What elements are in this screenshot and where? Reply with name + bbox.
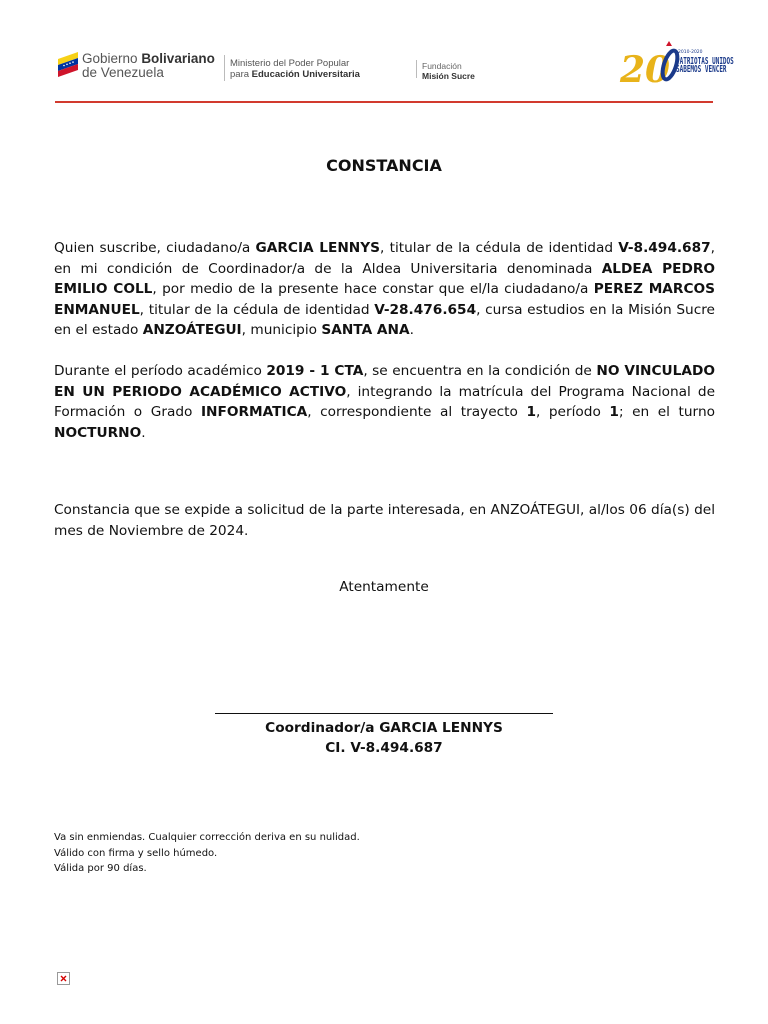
foundation-text	[422, 61, 475, 81]
header-rule	[55, 101, 713, 103]
anniv-motto-line1: PATRIOTAS UNIDOS	[676, 55, 734, 67]
periodo-value: 1	[609, 404, 619, 420]
ministry-line2-prefix: para	[230, 69, 250, 80]
note-item: Válido con firma y sello húmedo.	[54, 847, 218, 859]
anniv-motto-line2: SABEMOS VENCER	[676, 63, 727, 75]
coordinator-id: V-8.494.687	[618, 240, 711, 256]
paragraph-identification: Quien suscribe, ciudadano/a GARCIA LENNYS, titular de la cédula de identidad V-8.494.687, en mi condición de Coordinador/a de la Aldea Universitaria denominada ALDEA PEDRO EMILIO COLL, por medio de la presente hace constar que el/la ciudadano/a PEREZ MARCOS ENMANUEL, titular de la cédula de identidad V-28.476.654, cursa estudios en la Misión Sucre en el estado ANZOÁTEGUI, municipio SANTA ANA.	[54, 240, 715, 338]
ministry-line2-bold: Educación Universitaria	[251, 69, 360, 80]
note-item: Va sin enmiendas. Cualquier corrección deriva en su nulidad.	[54, 832, 360, 843]
enrollment-condition: NO VINCULADO EN UN PERIODO ACADÉMICO ACTIVO	[54, 363, 715, 400]
document-title: CONSTANCIA	[326, 156, 442, 175]
venezuela-flag-logo	[56, 50, 80, 80]
anniv-number: 20	[620, 49, 671, 91]
anniv-small-year: 2010-2020	[678, 50, 703, 55]
coordinator-name: GARCIA LENNYS	[255, 240, 381, 256]
trayecto-value: 1	[526, 404, 536, 420]
broken-image-icon	[57, 972, 70, 985]
foundation-line2: Misión Sucre	[422, 71, 475, 81]
signature-line	[215, 713, 553, 714]
government-logo-text	[82, 52, 215, 80]
anniversary-logo	[620, 40, 734, 91]
aldea-name: ALDEA PEDRO EMILIO COLL	[54, 260, 715, 297]
student-name: PEREZ MARCOS ENMANUEL	[54, 281, 715, 318]
paragraph-issuance: Constancia que se expide a solicitud de la parte interesada, en ANZOÁTEGUI, al/los 06 día(s) del mes de Noviembre de 2024.	[54, 502, 715, 539]
state-name: ANZOÁTEGUI	[142, 322, 242, 338]
validity-notes	[54, 830, 360, 877]
closing-text: Atentamente	[339, 579, 429, 595]
student-id: V-28.476.654	[374, 301, 477, 318]
ministry-text	[230, 58, 360, 80]
gov-line1-bold: Bolivariano	[141, 51, 215, 66]
foundation-line1: Fundación	[422, 61, 462, 71]
note-item: Válida por 90 días.	[54, 863, 147, 874]
gov-line1-prefix: Gobierno	[82, 51, 138, 66]
signature-id: CI. V-8.494.687	[325, 740, 443, 756]
municipality-name: SANTA ANA	[321, 322, 410, 338]
ministry-line1: Ministerio del Poder Popular	[230, 58, 350, 69]
academic-period: 2019 - 1 CTA	[266, 363, 364, 379]
program-name: INFORMATICA	[200, 404, 308, 420]
turno-value: NOCTURNO	[54, 424, 142, 441]
header-separator	[416, 60, 417, 78]
signature-name: Coordinador/a GARCIA LENNYS	[265, 720, 503, 736]
paragraph-academic-status: Durante el período académico 2019 - 1 CTA, se encuentra en la condición de NO VINCULADO EN UN PERIODO ACADÉMICO ACTIVO, integrando la matrícula del Programa Nacional de Formación o Grado INFORMATICA, correspondiente al trayecto 1, período 1; en el turno NOCTURNO.	[54, 363, 716, 441]
header-separator	[224, 55, 225, 81]
gov-line2: de Venezuela	[82, 65, 164, 80]
